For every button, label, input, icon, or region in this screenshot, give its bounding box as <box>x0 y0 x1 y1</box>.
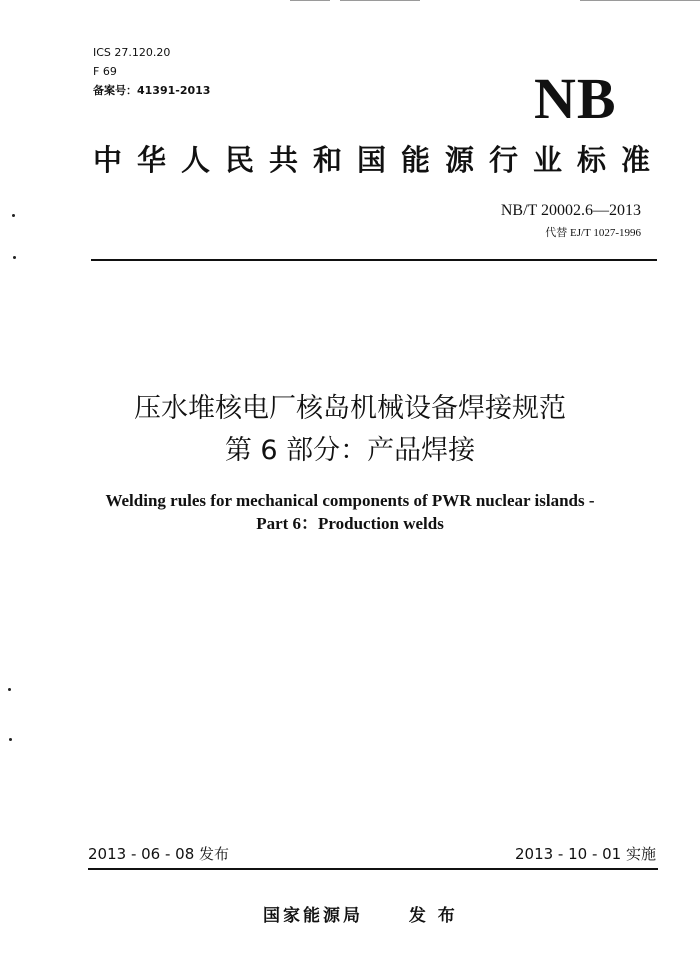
issuing-authority <box>263 908 458 925</box>
scan-dot <box>13 256 16 259</box>
standard-number: NB/T 20002.6—2013 <box>500 202 641 219</box>
organization-title: 中华人民共和国能源行业标准 <box>93 143 666 177</box>
implementation-date: 2013 - 10 - 01 实施 <box>514 845 656 863</box>
title-en-line2: Part 6：Production welds <box>256 514 444 533</box>
header-divider <box>91 259 657 261</box>
scan-artifact-line <box>290 0 330 1</box>
scan-artifact-line <box>340 0 420 1</box>
title-en-line1: Welding rules for mechanical components of PWR nuclear islands - <box>105 491 595 510</box>
issue-action: 发 布 <box>408 906 458 926</box>
scan-dot <box>12 214 15 217</box>
scan-dot <box>8 688 11 691</box>
ccs-code: F 69 <box>93 65 117 78</box>
ics-code: ICS 27.120.20 <box>93 46 171 59</box>
title-cn-line1: 压水堆核电厂核岛机械设备焊接规范 <box>134 393 566 424</box>
replaced-standard: 代替 EJ/T 1027-1996 <box>545 227 641 239</box>
scan-artifact-line <box>580 0 700 1</box>
issue-date: 2013 - 06 - 08 发布 <box>88 845 230 863</box>
scan-dot <box>9 738 12 741</box>
nb-logo: NB <box>534 66 617 131</box>
classification-block <box>93 43 210 100</box>
footer-divider <box>88 868 658 870</box>
issuer-name: 国家能源局 <box>263 906 363 926</box>
title-cn-line2: 第 6 部分：产品焊接 <box>224 435 476 466</box>
record-number: 备案号：41391-2013 <box>93 84 211 97</box>
